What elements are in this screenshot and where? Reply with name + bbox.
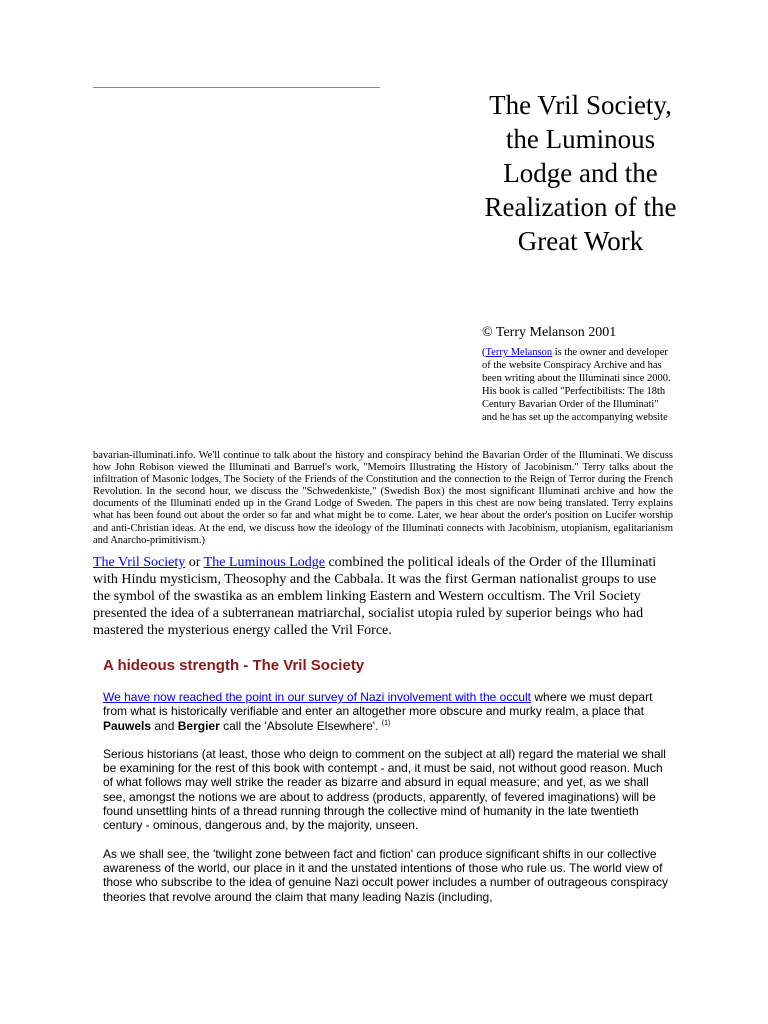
section-heading: A hideous strength - The Vril Society [103,657,365,674]
paragraph-3: As we shall see, the 'twilight zone between fact and fiction' can produce significant shifts in our collective awareness of the world, our place in it and the unstated intentions of those who rule us. The world view of those who subscribe to the idea of genuine Nazi occult power includes a number of outrageous conspiracy theories that revolve around the claim that many leading Nazis (including, [103,846,669,904]
top-horizontal-rule [93,87,380,88]
article-title: The Vril Society, the Luminous Lodge and the Realization of the Great Work [484,90,677,256]
survey-link[interactable]: We have now reached the point in our survey of Nazi involvement with the occult [103,690,532,704]
paragraph-1 [103,690,673,733]
copyright-line: © Terry Melanson 2001 [482,325,617,340]
section-body [103,690,673,918]
author-bio [482,347,676,424]
p1-text-a: where we must depart from what is historically verifiable and enter an altogether more obscure and murky realm, a place that [103,690,653,719]
luminous-lodge-link[interactable]: The Luminous Lodge [203,555,325,570]
p1-and: and [151,718,178,733]
bio-open-paren: ( [482,347,486,358]
paragraph-2: Serious historians (at least, those who deign to comment on the subject at all) regard the material we shall be examining for the rest of this book with contempt - and, it must be said, not without good reason. Much of what follows may well strike the reader as bizarre and absurd in equal measure; and yet, as we shall see, amongst the notions we are about to address (products, apparently, of fevered imaginations) will be found unsettling hints of a thread running through the collective mind of humanity in the late twentieth century - ominous, dangerous and, by the majority, unseen. [103,746,666,833]
author-name-bergier: Bergier [177,718,220,733]
footnote-ref: (1) [381,719,391,727]
vril-society-link[interactable]: The Vril Society [93,555,186,570]
intro-paragraph [93,555,668,640]
bio-text: is the owner and developer of the website Conspiracy Archive and has been writing about the Illuminati since 2000. His book is called "Perfectibilists: The 18th Century Bavarian Order of the Illuminati" and he has set up the accompanying website [482,347,671,423]
show-description: bavarian-illuminati.info. We'll continue to talk about the history and conspiracy behind the Bavarian Order of the Illuminati. We discuss how John Robison viewed the Illuminati and Barruel's work, "Memoirs Illustrating the History of Jacobinism." Terry talks about the infiltration of Masonic lodges, The Society of the Friends of the Constitution and the connection to the Reign of Terror during the French Revolution. In the second hour, we discuss the "Schwedenkiste," (Swedish Box) the most significant Illuminati archive and how the documents of the Illuminati ended up in the Grand Lodge of Sweden. The papers in this chest are now being translated. Terry explains what has been found out about the order so far and what might be to come. Later, we hear about the order's position on Lucifer worship and anti-Christian ideas. At the end, we discuss how the ideology of the Illuminati connects with Jacobinism, utopianism, egalitarianism and Anarcho-primitivism.) [93,450,673,546]
author-link[interactable]: Terry Melanson [485,347,553,358]
author-name-pauwels: Pauwels [103,718,152,733]
p1-text-b: call the 'Absolute Elsewhere'. [219,718,382,733]
intro-connector: or [185,555,204,570]
intro-text: combined the political ideals of the Order of the Illuminati with Hindu mysticism, Theosophy and the Cabbala. It was the first German nationalist groups to use the symbol of the swastika as an emblem linking Eastern and Western occultism. The Vril Society presented the idea of a subterranean matriarchal, socialist utopia ruled by superior beings who had mastered the mysterious energy called the Vril Force. [93,555,657,638]
